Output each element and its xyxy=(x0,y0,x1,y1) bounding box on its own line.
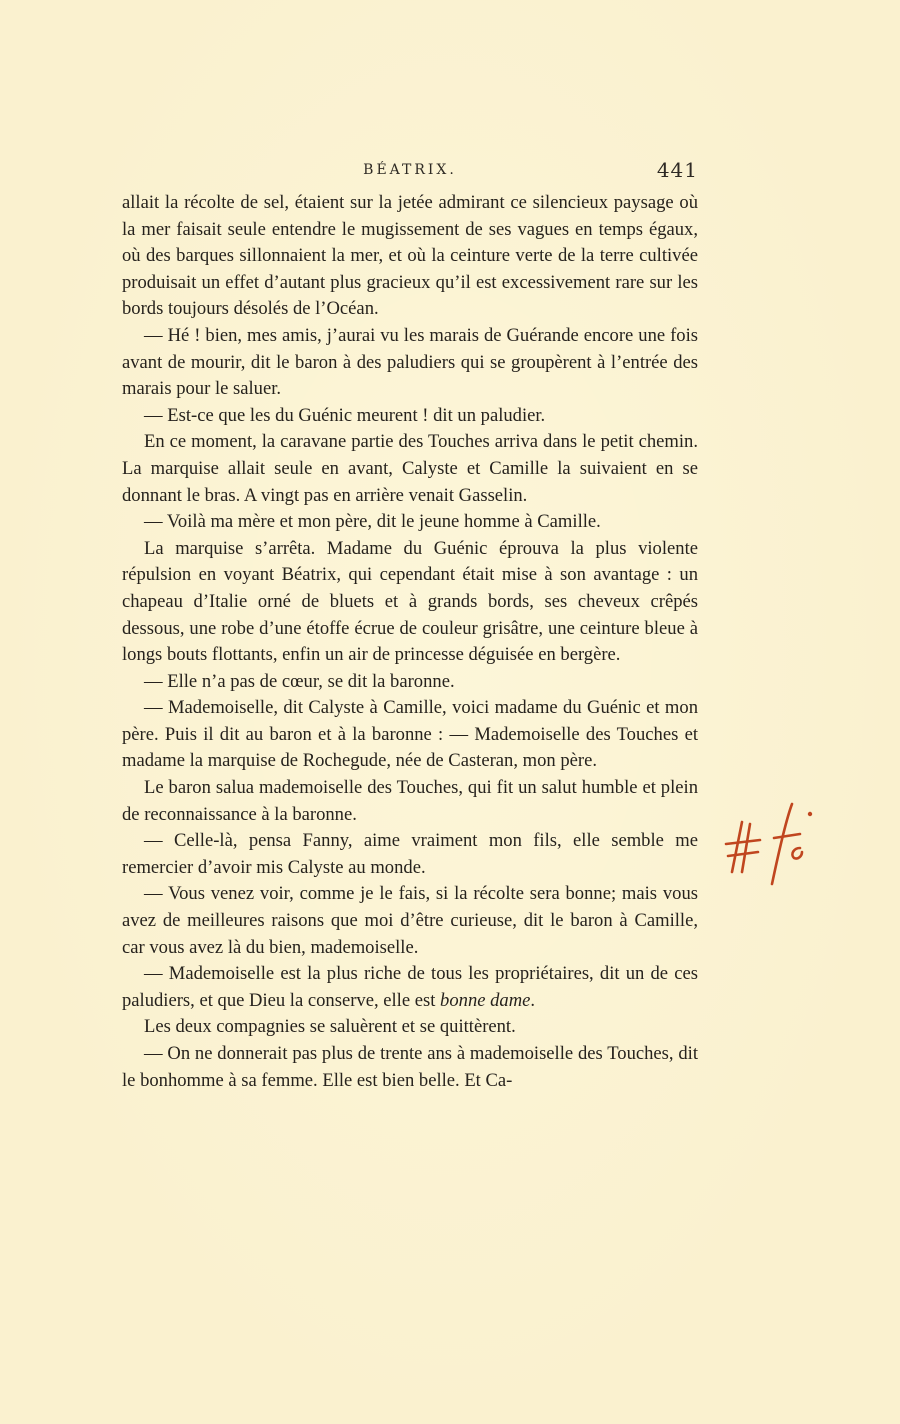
paragraph-8: — Mademoiselle, dit Calyste à Camille, voici madame du Guénic et mon père. Puis il dit au baron et à la baronne : — Mademoiselle des Touches et madame la marquise de Rochegude, née de Casteran, mon père. xyxy=(122,697,698,772)
paragraph-3: — Est-ce que les du Guénic meurent ! dit un paludier. xyxy=(144,404,546,426)
running-head: BÉATRIX. xyxy=(363,162,457,178)
paragraph-9: Le baron salua mademoiselle des Touches, qui fit un salut humble et plein de reconnaissance à la baronne. xyxy=(122,777,698,825)
body-text xyxy=(122,190,698,1094)
annotation-dot xyxy=(808,812,812,816)
paragraph-6: La marquise s’arrêta. Madame du Guénic éprouva la plus violente répulsion en voyant Béatrix, qui cependant était mise à son avantage : un chapeau d’Italie orné de bluets et à grands bords, ses cheveux crêpés dessous, une robe d’une étoffe écrue de couleur grisâtre, une ceinture bleue à longs bouts flottants, enfin un air de princesse déguisée en bergère. xyxy=(122,537,698,666)
paragraph-7: — Elle n’a pas de cœur, se dit la baronne. xyxy=(144,670,455,692)
annotation-stroke-5 xyxy=(772,804,792,884)
paragraph-10: — Celle-là, pensa Fanny, aime vraiment mon fils, elle semble me remercier d’avoir mis Calyste au monde. xyxy=(122,830,698,878)
paragraph-5: — Voilà ma mère et mon père, dit le jeune homme à Camille. xyxy=(144,511,601,533)
handwritten-annotation xyxy=(724,800,824,890)
paragraph-4: En ce moment, la caravane partie des Touches arriva dans le petit chemin. La marquise allait seule en avant, Calyste et Camille la suivaient en se donnant le bras. A vingt pas en arrière venait Gasselin. xyxy=(122,431,698,506)
annotation-stroke-4 xyxy=(728,852,758,856)
annotation-stroke-3 xyxy=(726,840,760,844)
paragraph-13: Les deux compagnies se saluèrent et se quittèrent. xyxy=(144,1016,516,1038)
paragraph-12-text: — Mademoiselle est la plus riche de tous les propriétaires, dit un de ces paludiers, et que Dieu la conserve, elle est xyxy=(122,963,698,1011)
paragraph-14: — On ne donnerait pas plus de trente ans à mademoiselle des Touches, dit le bonhomme à sa femme. Elle est bien belle. Et Ca- xyxy=(122,1043,698,1091)
annotation-stroke-6 xyxy=(774,834,800,838)
page-header xyxy=(122,158,698,188)
paragraph-12-end: . xyxy=(530,989,536,1011)
page-number: 441 xyxy=(656,158,698,182)
paragraph-1: allait la récolte de sel, étaient sur la jetée admirant ce silencieux paysage où la mer faisait seule entendre le mugissement de ses vagues en temps égaux, où des barques sillonnaient la mer, et où la ceinture verte de la terre cultivée produisait un effet d’autant plus gracieux qu’il est excessivement rare sur les bords toujours désolés de l’Océan. xyxy=(122,192,698,320)
annotation-stroke-7 xyxy=(792,848,802,859)
paragraph-11: — Vous venez voir, comme je le fais, si la récolte sera bonne; mais vous avez de meilleures raisons que moi d’être curieuse, dit le baron à Camille, car vous avez là du bien, mademoiselle. xyxy=(122,883,698,958)
annotation-stroke-2 xyxy=(742,824,750,872)
paragraph-12-italic: bonne dame xyxy=(440,989,531,1011)
paragraph-12 xyxy=(122,961,698,1014)
annotation-stroke-1 xyxy=(732,822,742,872)
paragraph-2: — Hé ! bien, mes amis, j’aurai vu les marais de Guérande encore une fois avant de mourir, dit le baron à des paludiers qui se groupèrent à l’entrée des marais pour le saluer. xyxy=(122,324,698,400)
